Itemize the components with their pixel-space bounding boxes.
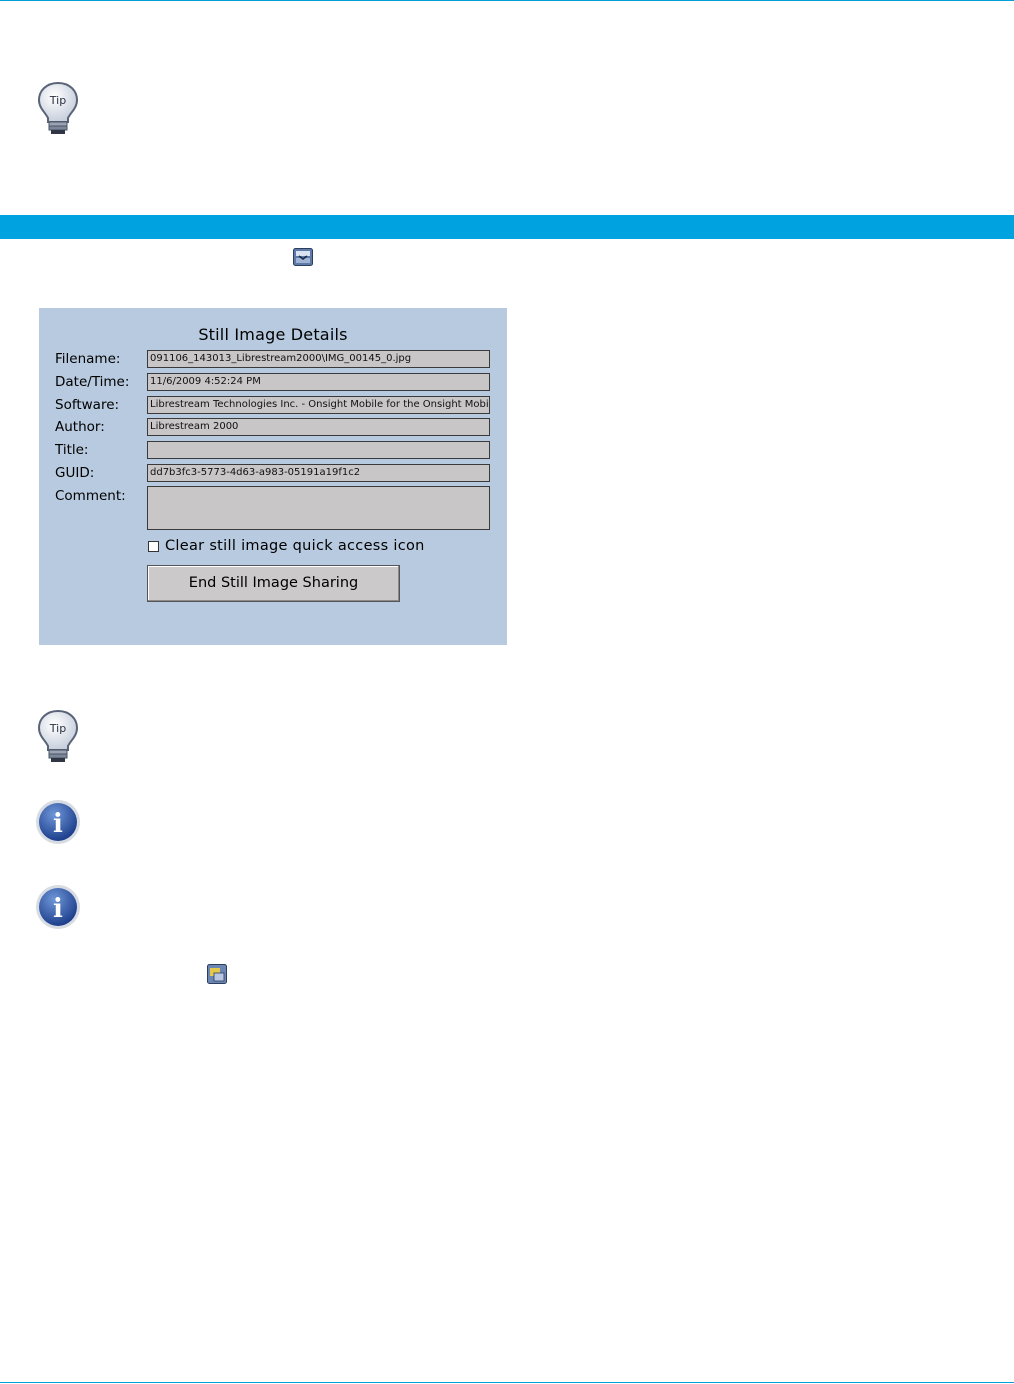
datetime-label: Date/Time: [55,374,130,390]
guid-field[interactable]: dd7b3fc3-5773-4d63-a983-05191a19f1c2 [147,464,490,482]
comment-field[interactable] [147,486,490,530]
end-still-image-sharing-button[interactable]: End Still Image Sharing [147,565,400,602]
still-image-share-icon [293,248,313,266]
software-label: Software: [55,397,120,413]
info-icon [34,798,82,846]
datetime-field[interactable]: 11/6/2009 4:52:24 PM [147,373,490,391]
tip-lightbulb-icon [36,80,80,136]
clear-quick-access-checkbox[interactable] [148,541,159,552]
info-icon-glyph: i [53,894,63,924]
filename-label: Filename: [55,351,121,367]
guid-label: GUID: [55,465,95,481]
tip-icon-label: Tip [49,94,67,107]
software-field[interactable]: Librestream Technologies Inc. - Onsight Mobile for the Onsight Mobi [147,396,490,414]
info-icon [34,883,82,931]
info-icon-glyph: i [53,809,63,839]
tip-lightbulb-icon [36,708,80,764]
clear-quick-access-label[interactable]: Clear still image quick access icon [165,538,425,554]
author-label: Author: [55,419,105,435]
still-image-quick-access-icon [207,964,227,982]
top-rule [0,0,1014,1]
tip-icon-label: Tip [49,722,67,735]
bottom-rule [0,1382,1014,1383]
comment-label: Comment: [55,488,126,504]
author-field[interactable]: Librestream 2000 [147,418,490,436]
title-field[interactable] [147,441,490,459]
section-header-bar [0,215,1014,239]
title-label: Title: [55,442,89,458]
dialog-title: Still Image Details [198,325,348,344]
still-image-details-dialog [39,308,507,645]
filename-field[interactable]: 091106_143013_Librestream2000\IMG_00145_0.jpg [147,350,490,368]
